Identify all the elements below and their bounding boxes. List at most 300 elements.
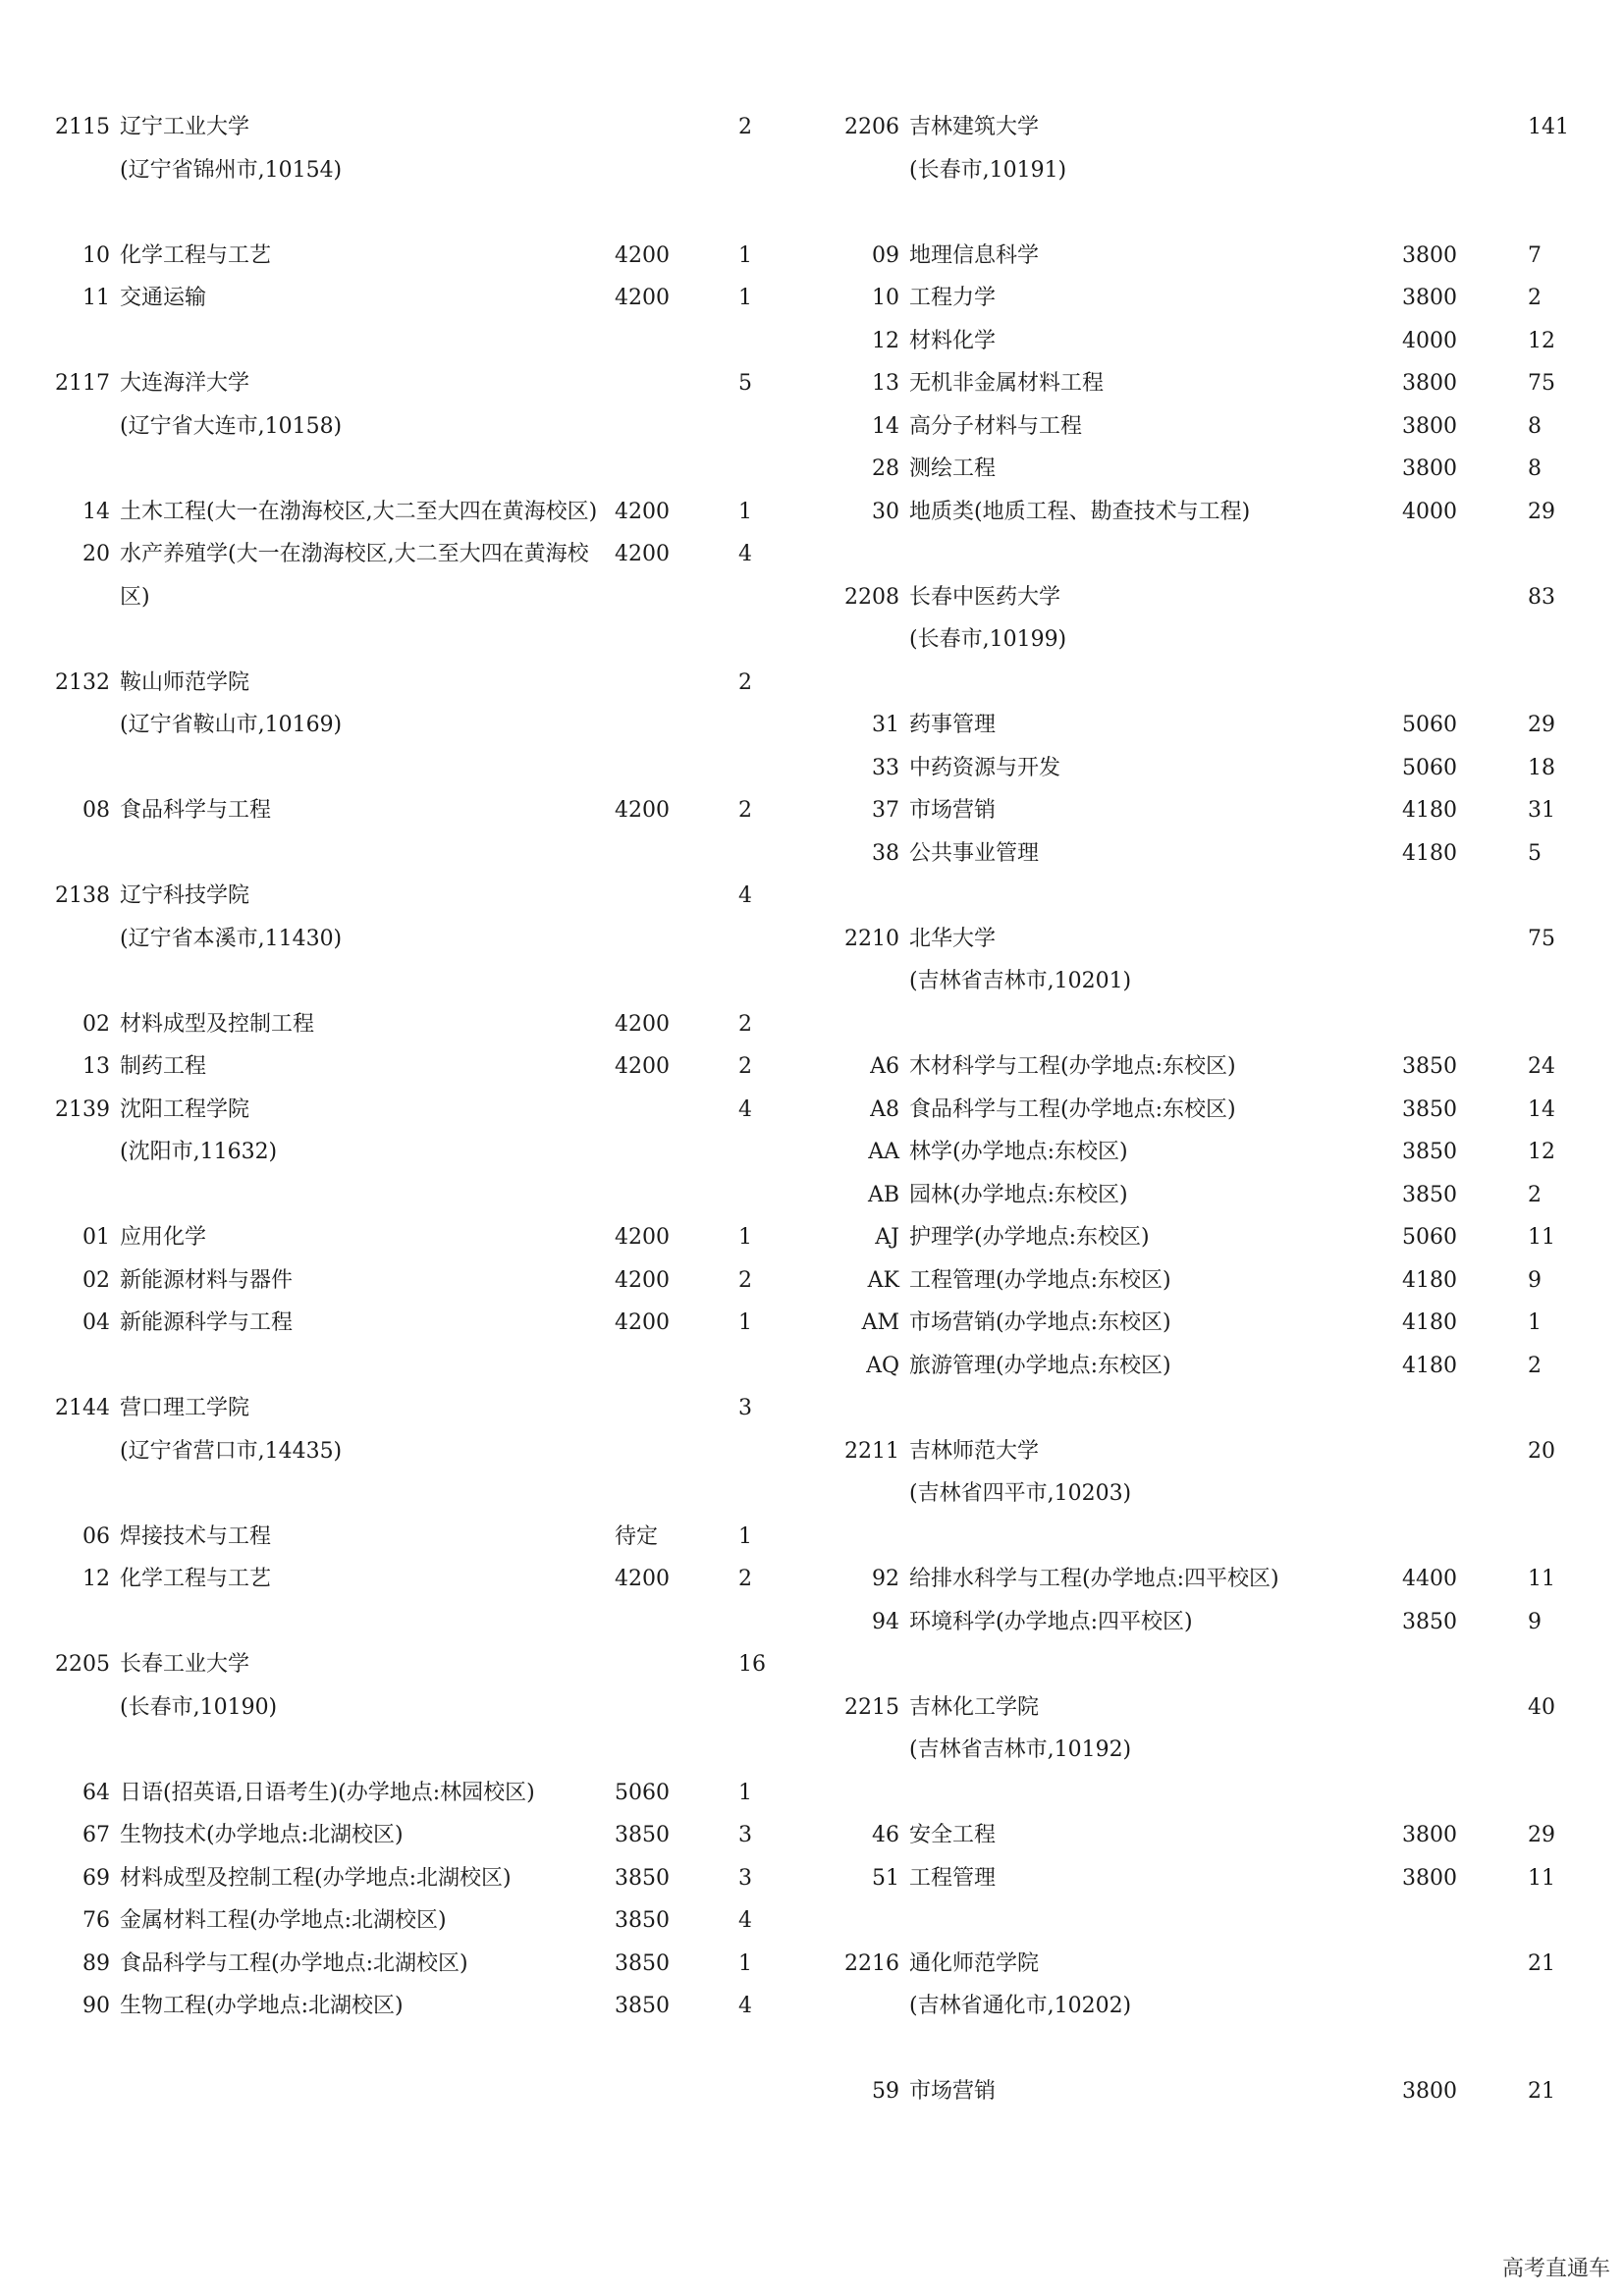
institution-plan-count: 2: [738, 669, 752, 695]
major-row: [53, 1259, 799, 1303]
major-row: [53, 1045, 799, 1089]
institution-row: [842, 1686, 1589, 1730]
institution-location: (吉林省吉林市,10201): [909, 969, 1132, 993]
tuition-fee: 3850: [1402, 1054, 1457, 1079]
major-row: [53, 1985, 799, 2028]
major-code: 02: [82, 1267, 110, 1293]
institution-row: [53, 106, 799, 149]
institution-plan-count: 4: [738, 883, 752, 908]
major-row: [53, 1857, 799, 1900]
major-code: AM: [861, 1310, 899, 1335]
major-name: 金属材料工程(办学地点:北湖校区): [120, 1908, 447, 1933]
major-name: 工程力学: [909, 286, 997, 310]
major-code: 31: [872, 713, 899, 737]
major-row: [53, 277, 799, 320]
plan-count: 2: [738, 1054, 752, 1079]
spacer: [53, 832, 799, 876]
watermark: 高考直通车: [1501, 2257, 1610, 2281]
institution-row: [842, 1430, 1589, 1473]
institution-code: 2210: [844, 926, 899, 951]
plan-count: 2: [1528, 1353, 1542, 1378]
major-code: 59: [872, 2079, 899, 2104]
tuition-fee: 4200: [615, 798, 670, 823]
institution-location: (吉林省吉林市,10192): [909, 1737, 1132, 1762]
major-code: AK: [867, 1267, 899, 1293]
major-row: [842, 1174, 1589, 1217]
institution-location: (长春市,10191): [909, 157, 1067, 183]
plan-count: 75: [1528, 371, 1555, 396]
institution-name: 鞍山师范学院: [120, 669, 250, 695]
major-name: 焊接技术与工程: [120, 1523, 272, 1549]
plan-count: 2: [1528, 1182, 1542, 1207]
major-row: [53, 1302, 799, 1345]
spacer: [53, 618, 799, 662]
institution-code: 2211: [844, 1438, 899, 1464]
plan-count: 8: [1528, 456, 1542, 481]
institution-code: 2117: [55, 371, 110, 396]
tuition-fee: 3850: [1402, 1096, 1457, 1122]
major-code: 92: [872, 1567, 899, 1591]
institution-plan-count: 75: [1528, 926, 1555, 951]
major-row: [842, 320, 1589, 363]
plan-count: 18: [1528, 755, 1555, 780]
major-name: 食品科学与工程(办学地点:东校区): [909, 1096, 1236, 1122]
major-code: 09: [872, 242, 899, 268]
plan-count: 4: [738, 1908, 752, 1933]
major-code: AQ: [866, 1353, 899, 1378]
major-row: [842, 1259, 1589, 1303]
plan-count: 3: [738, 1865, 752, 1891]
major-code: AB: [867, 1182, 899, 1207]
spacer: [53, 320, 799, 363]
institution-plan-count: 3: [738, 1396, 752, 1420]
institution-row: [842, 1943, 1589, 1986]
plan-count: 29: [1528, 713, 1555, 737]
spacer: [842, 1643, 1589, 1686]
spacer: [53, 448, 799, 491]
spacer: [842, 1003, 1589, 1046]
spacer: [842, 875, 1589, 918]
institution-code: 2206: [844, 115, 899, 139]
major-name: 新能源材料与器件: [120, 1267, 294, 1293]
plan-count: 1: [1528, 1310, 1542, 1335]
tuition-fee: 3800: [1402, 1865, 1457, 1891]
tuition-fee: 3800: [1402, 456, 1457, 481]
tuition-fee: 4180: [1402, 1267, 1457, 1293]
plan-count: 9: [1528, 1609, 1542, 1634]
major-code: A8: [870, 1096, 899, 1122]
institution-name: 沈阳工程学院: [120, 1096, 250, 1122]
institution-plan-count: 141: [1528, 115, 1569, 139]
tuition-fee: 3800: [1402, 242, 1457, 268]
major-name: 环境科学(办学地点:四平校区): [909, 1609, 1193, 1634]
tuition-fee: 3850: [615, 1950, 670, 1976]
major-row: [842, 491, 1589, 534]
major-name: 应用化学: [120, 1225, 207, 1250]
major-code: 14: [82, 499, 110, 524]
institution-location: (长春市,10190): [120, 1694, 278, 1720]
institution-plan-count: 21: [1528, 1950, 1555, 1976]
major-code: 30: [872, 499, 899, 524]
major-name: 生物技术(办学地点:北湖校区): [120, 1823, 404, 1847]
major-code: 13: [872, 371, 899, 396]
major-name: 地质类(地质工程、勘查技术与工程): [909, 499, 1251, 524]
plan-count: 2: [738, 1267, 752, 1293]
major-row: [53, 1772, 799, 1815]
institution-location: (沈阳市,11632): [120, 1140, 278, 1164]
institution-code: 2139: [55, 1096, 110, 1122]
major-row: [53, 1814, 799, 1857]
institution-code: 2205: [55, 1652, 110, 1677]
major-row: [842, 1857, 1589, 1900]
tuition-fee: 4200: [615, 1267, 670, 1293]
major-row: [842, 1601, 1589, 1644]
institution-row: [53, 362, 799, 405]
spacer: [842, 662, 1589, 705]
major-name: 材料成型及控制工程: [120, 1011, 315, 1037]
institution-plan-count: 40: [1528, 1694, 1555, 1720]
plan-count: 7: [1528, 242, 1542, 268]
institution-plan-count: 4: [738, 1096, 752, 1122]
major-code: 28: [872, 456, 899, 481]
tuition-fee: 4180: [1402, 1353, 1457, 1378]
major-code: 69: [82, 1865, 110, 1891]
major-name: 材料化学: [909, 328, 997, 353]
institution-name: 吉林师范大学: [909, 1438, 1040, 1464]
institution-row: [842, 106, 1589, 149]
major-code: 51: [872, 1865, 899, 1891]
major-name: 药事管理: [909, 713, 997, 737]
major-code: 12: [872, 328, 899, 353]
major-code: 13: [82, 1054, 110, 1079]
plan-count: 11: [1528, 1865, 1555, 1891]
major-name: 食品科学与工程(办学地点:北湖校区): [120, 1950, 468, 1976]
major-name: 化学工程与工艺: [120, 1567, 272, 1591]
major-name: 木材科学与工程(办学地点:东校区): [909, 1054, 1236, 1079]
tuition-fee: 3850: [1402, 1182, 1457, 1207]
major-name: 化学工程与工艺: [120, 242, 272, 268]
tuition-fee: 3850: [615, 1865, 670, 1891]
major-row: [842, 789, 1589, 832]
major-name: 市场营销: [909, 798, 997, 823]
plan-count: 5: [1528, 840, 1542, 866]
plan-count: 11: [1528, 1225, 1555, 1250]
institution-code: 2132: [55, 669, 110, 695]
major-row: [842, 405, 1589, 449]
tuition-fee: 5060: [1402, 713, 1457, 737]
tuition-fee: 3850: [1402, 1140, 1457, 1164]
major-code: 14: [872, 413, 899, 439]
institution-row: [53, 662, 799, 705]
major-name: 市场营销: [909, 2079, 997, 2104]
tuition-fee: 3800: [1402, 371, 1457, 396]
major-name: 工程管理: [909, 1865, 997, 1891]
tuition-fee: 5060: [1402, 1225, 1457, 1250]
institution-plan-count: 5: [738, 371, 752, 396]
institution-code: 2144: [55, 1396, 110, 1420]
major-row: [53, 491, 799, 534]
tuition-fee: 4000: [1402, 499, 1457, 524]
institution-row: [53, 1643, 799, 1686]
major-row: [53, 1216, 799, 1259]
plan-count: 1: [738, 286, 752, 310]
plan-count: 14: [1528, 1096, 1555, 1122]
major-row: [53, 1516, 799, 1559]
major-row: [53, 1003, 799, 1046]
plan-count: 8: [1528, 413, 1542, 439]
institution-name: 营口理工学院: [120, 1396, 250, 1420]
major-row: [842, 2070, 1589, 2113]
institution-row: [53, 1387, 799, 1430]
tuition-fee: 4180: [1402, 798, 1457, 823]
major-code: 38: [872, 840, 899, 866]
major-row: [53, 235, 799, 278]
major-name: 园林(办学地点:东校区): [909, 1182, 1128, 1207]
major-row: [842, 704, 1589, 747]
institution-code: 2208: [844, 584, 899, 610]
major-code: AA: [868, 1140, 899, 1164]
plan-count: 21: [1528, 2079, 1555, 2104]
major-code: 06: [82, 1523, 110, 1549]
right-column: [842, 106, 1589, 2113]
institution-name: 辽宁工业大学: [120, 115, 250, 139]
institution-name: 长春中医药大学: [909, 584, 1061, 610]
major-row: [842, 1045, 1589, 1089]
major-row: [842, 362, 1589, 405]
institution-name: 吉林建筑大学: [909, 115, 1040, 139]
plan-count: 24: [1528, 1054, 1555, 1079]
institution-code: 2138: [55, 883, 110, 908]
plan-count: 1: [738, 1225, 752, 1250]
major-name: 给排水科学与工程(办学地点:四平校区): [909, 1567, 1279, 1591]
spacer: [842, 1899, 1589, 1943]
plan-count: 12: [1528, 1140, 1555, 1164]
tuition-fee: 3800: [1402, 413, 1457, 439]
major-row: [842, 448, 1589, 491]
major-name: 水产养殖学(大一在渤海校区,大二至大四在黄海校区): [120, 542, 589, 610]
institution-name: 辽宁科技学院: [120, 883, 250, 908]
tuition-fee: 3800: [1402, 286, 1457, 310]
tuition-fee: 4400: [1402, 1567, 1457, 1591]
major-row: [53, 789, 799, 832]
institution-location: (辽宁省鞍山市,10169): [120, 713, 343, 737]
major-name: 材料成型及控制工程(办学地点:北湖校区): [120, 1865, 512, 1891]
spacer: [53, 1345, 799, 1388]
major-code: 90: [82, 1994, 110, 2018]
major-name: 交通运输: [120, 286, 207, 310]
institution-code: 2216: [844, 1950, 899, 1976]
major-name: 旅游管理(办学地点:东校区): [909, 1353, 1171, 1378]
institution-plan-count: 83: [1528, 584, 1555, 610]
major-name: 中药资源与开发: [909, 755, 1061, 780]
major-name: 新能源科学与工程: [120, 1310, 294, 1335]
tuition-fee: 3850: [615, 1908, 670, 1933]
tuition-fee: 4200: [615, 1054, 670, 1079]
plan-count: 1: [738, 1950, 752, 1976]
major-name: 食品科学与工程: [120, 798, 272, 823]
institution-location: (辽宁省营口市,14435): [120, 1438, 343, 1464]
plan-count: 1: [738, 1523, 752, 1549]
plan-count: 3: [738, 1823, 752, 1847]
tuition-fee: 5060: [615, 1780, 670, 1805]
major-code: AJ: [875, 1225, 899, 1250]
plan-count: 9: [1528, 1267, 1542, 1293]
plan-count: 12: [1528, 328, 1555, 353]
major-code: 11: [82, 286, 110, 310]
major-code: 02: [82, 1011, 110, 1037]
tuition-fee: 4200: [615, 242, 670, 268]
major-code: 10: [82, 242, 110, 268]
major-code: 46: [872, 1823, 899, 1847]
institution-plan-count: 2: [738, 115, 752, 139]
major-name: 高分子材料与工程: [909, 413, 1083, 439]
spacer: [53, 1174, 799, 1217]
institution-row: [53, 875, 799, 918]
major-row: [53, 1558, 799, 1601]
institution-plan-count: 16: [738, 1652, 766, 1677]
plan-count: 4: [738, 1994, 752, 2018]
plan-count: 2: [738, 1011, 752, 1037]
major-code: 08: [82, 798, 110, 823]
tuition-fee: 4200: [615, 1567, 670, 1591]
institution-location: (长春市,10199): [909, 627, 1067, 652]
spacer: [842, 533, 1589, 576]
major-row: [53, 1899, 799, 1943]
institution-row: [842, 576, 1589, 619]
major-code: 37: [872, 798, 899, 823]
spacer: [53, 1729, 799, 1772]
tuition-fee: 4000: [1402, 328, 1457, 353]
major-row: [842, 1089, 1589, 1132]
major-row: [842, 1216, 1589, 1259]
plan-count: 4: [738, 542, 752, 566]
plan-count: 31: [1528, 798, 1555, 823]
major-code: 76: [82, 1908, 110, 1933]
major-name: 日语(招英语,日语考生)(办学地点:林园校区): [120, 1780, 535, 1805]
major-name: 生物工程(办学地点:北湖校区): [120, 1994, 404, 2018]
plan-count: 1: [738, 499, 752, 524]
major-code: 33: [872, 755, 899, 780]
spacer: [842, 1516, 1589, 1559]
tuition-fee: 3800: [1402, 2079, 1457, 2104]
plan-count: 1: [738, 1310, 752, 1335]
major-name: 工程管理(办学地点:东校区): [909, 1267, 1171, 1293]
major-name: 测绘工程: [909, 456, 997, 481]
tuition-fee: 4200: [615, 499, 670, 524]
institution-location: (辽宁省大连市,10158): [120, 413, 343, 439]
major-row: [53, 533, 799, 618]
major-code: A6: [870, 1054, 899, 1079]
major-code: 04: [82, 1310, 110, 1335]
major-code: 12: [82, 1567, 110, 1591]
major-row: [842, 747, 1589, 790]
major-code: 10: [872, 286, 899, 310]
institution-row: [842, 918, 1589, 961]
institution-location: (吉林省四平市,10203): [909, 1481, 1132, 1506]
spacer: [842, 1387, 1589, 1430]
major-row: [53, 1943, 799, 1986]
spacer: [53, 1472, 799, 1516]
major-row: [842, 1345, 1589, 1388]
tuition-fee: 4200: [615, 1310, 670, 1335]
tuition-fee: 4200: [615, 1011, 670, 1037]
tuition-fee: 4180: [1402, 1310, 1457, 1335]
major-code: 64: [82, 1780, 110, 1805]
major-row: [842, 1131, 1589, 1174]
tuition-fee: 4200: [615, 286, 670, 310]
tuition-fee: 3850: [615, 1994, 670, 2018]
tuition-fee: 3800: [1402, 1823, 1457, 1847]
spacer: [842, 191, 1589, 235]
tuition-fee: 3850: [615, 1823, 670, 1847]
major-name: 地理信息科学: [909, 242, 1040, 268]
major-code: 89: [82, 1950, 110, 1976]
plan-count: 29: [1528, 499, 1555, 524]
spacer: [53, 960, 799, 1003]
plan-count: 2: [1528, 286, 1542, 310]
institution-name: 北华大学: [909, 926, 997, 951]
plan-count: 11: [1528, 1567, 1555, 1591]
institution-location: (吉林省通化市,10202): [909, 1994, 1132, 2018]
major-code: 67: [82, 1823, 110, 1847]
tuition-fee: 4200: [615, 542, 670, 566]
institution-location: (辽宁省本溪市,11430): [120, 926, 343, 951]
major-name: 市场营销(办学地点:东校区): [909, 1310, 1171, 1335]
tuition-fee: 3850: [1402, 1609, 1457, 1634]
spacer: [842, 1772, 1589, 1815]
spacer: [53, 191, 799, 235]
major-row: [842, 1558, 1589, 1601]
tuition-fee: 4200: [615, 1225, 670, 1250]
institution-row: [53, 1089, 799, 1132]
major-code: 01: [82, 1225, 110, 1250]
plan-count: 2: [738, 798, 752, 823]
major-row: [842, 1814, 1589, 1857]
major-name: 安全工程: [909, 1823, 997, 1847]
institution-name: 大连海洋大学: [120, 371, 250, 396]
institution-name: 吉林化工学院: [909, 1694, 1040, 1720]
institution-name: 长春工业大学: [120, 1652, 250, 1677]
major-row: [842, 832, 1589, 876]
major-code: 94: [872, 1609, 899, 1634]
spacer: [53, 1601, 799, 1644]
institution-code: 2115: [55, 115, 110, 139]
plan-count: 2: [738, 1567, 752, 1591]
major-name: 土木工程(大一在渤海校区,大二至大四在黄海校区): [120, 499, 598, 524]
plan-count: 1: [738, 242, 752, 268]
major-row: [842, 1302, 1589, 1345]
major-name: 制药工程: [120, 1054, 207, 1079]
institution-location: (辽宁省锦州市,10154): [120, 157, 343, 183]
institution-plan-count: 20: [1528, 1438, 1555, 1464]
spacer: [842, 2028, 1589, 2071]
spacer: [53, 747, 799, 790]
major-name: 护理学(办学地点:东校区): [909, 1225, 1150, 1250]
major-name: 无机非金属材料工程: [909, 371, 1105, 396]
major-name: 公共事业管理: [909, 840, 1040, 866]
major-name: 林学(办学地点:东校区): [909, 1140, 1128, 1164]
plan-count: 29: [1528, 1823, 1555, 1847]
tuition-fee: 4180: [1402, 840, 1457, 866]
major-row: [842, 277, 1589, 320]
tuition-fee: 5060: [1402, 755, 1457, 780]
tuition-fee: 待定: [615, 1523, 659, 1549]
major-row: [842, 235, 1589, 278]
institution-code: 2215: [844, 1694, 899, 1720]
left-column: [53, 106, 799, 2028]
institution-name: 通化师范学院: [909, 1950, 1040, 1976]
major-code: 20: [82, 542, 110, 566]
